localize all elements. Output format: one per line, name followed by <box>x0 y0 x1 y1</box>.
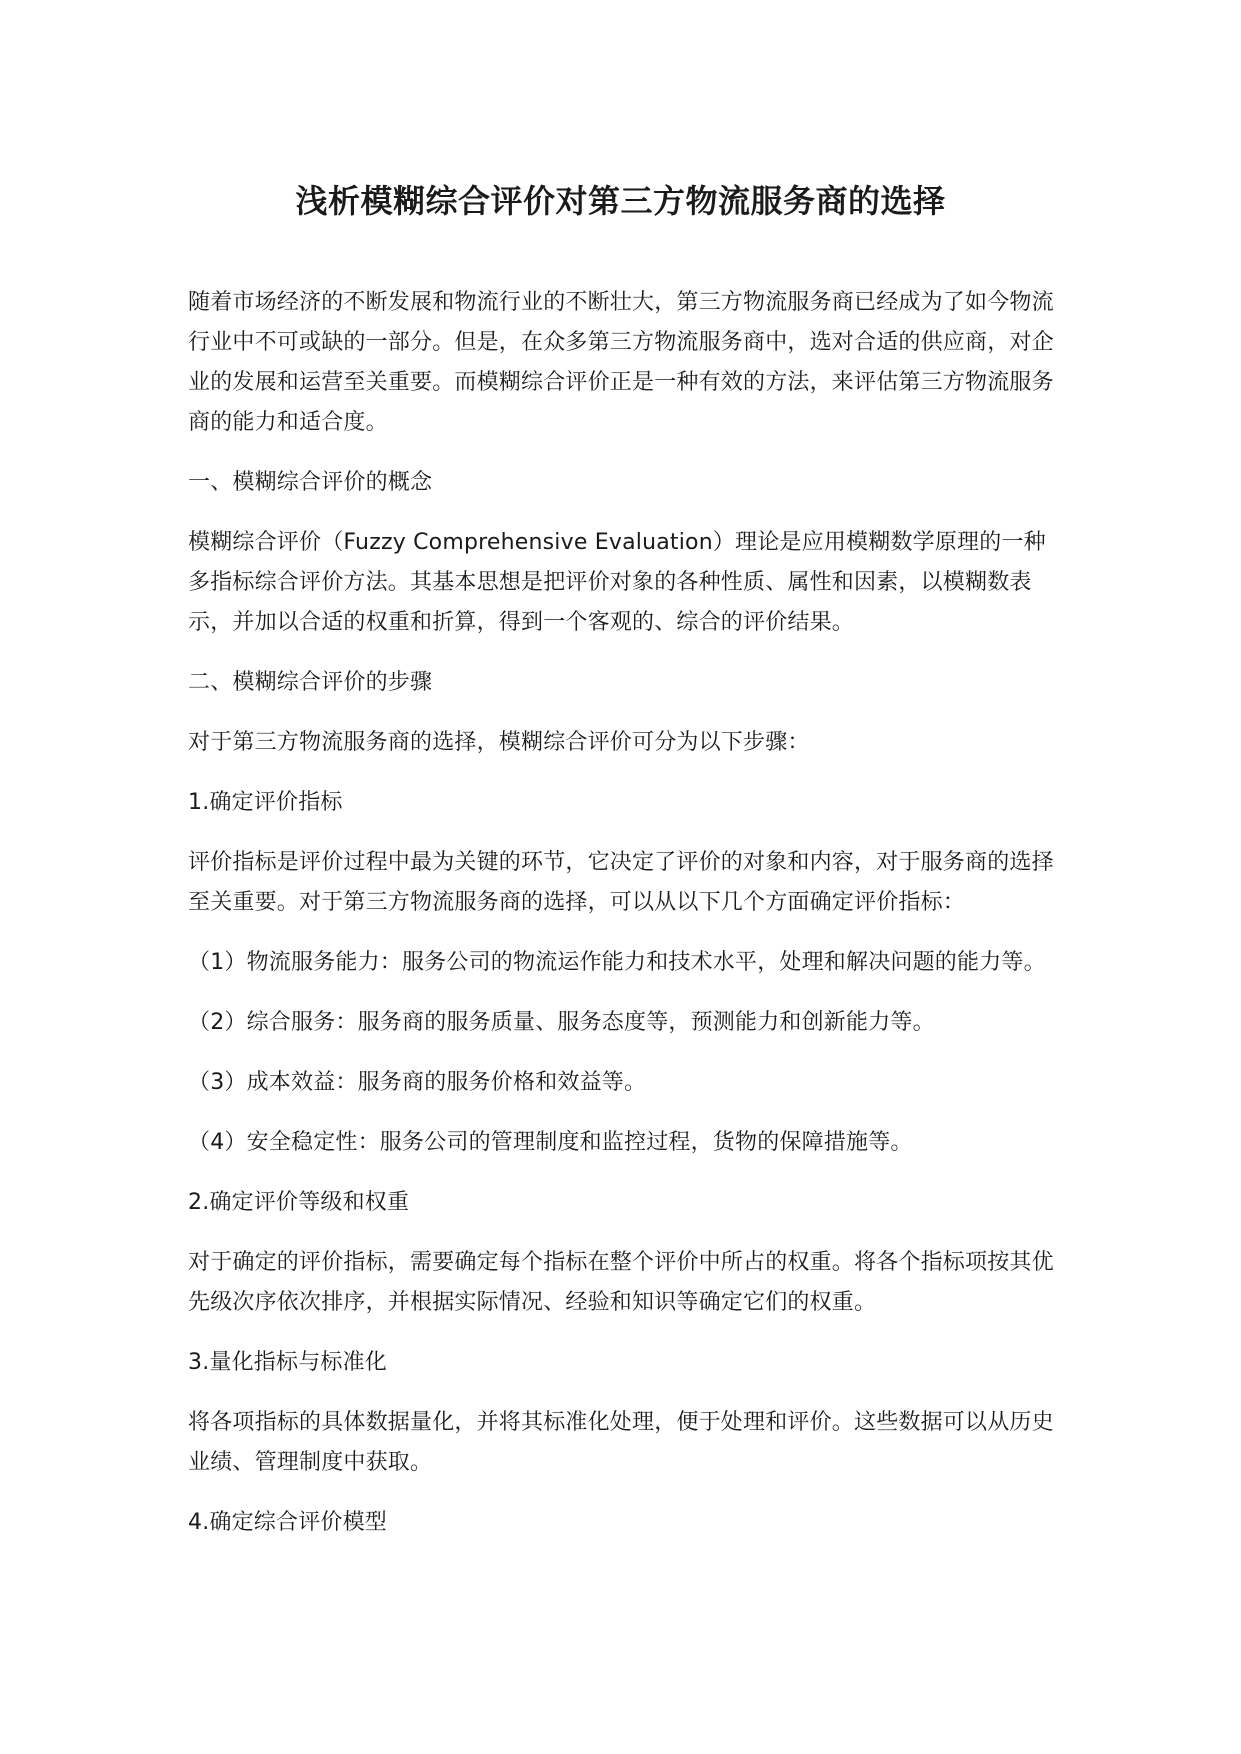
step-2-heading: 2.确定评价等级和权重 <box>188 1190 410 1215</box>
indicator-item-1: （1）物流服务能力：服务公司的物流运作能力和技术水平，处理和解决问题的能力等。 <box>188 950 1046 975</box>
indicator-item-4: （4）安全稳定性：服务公司的管理制度和监控过程，货物的保障措施等。 <box>188 1130 913 1155</box>
indicator-item-3: （3）成本效益：服务商的服务价格和效益等。 <box>188 1070 647 1095</box>
step-3-heading: 3.量化指标与标准化 <box>188 1350 387 1375</box>
indicator-item-2: （2）综合服务：服务商的服务质量、服务态度等，预测能力和创新能力等。 <box>188 1010 935 1035</box>
step-1-heading: 1.确定评价指标 <box>188 790 343 815</box>
intro-paragraph: 随着市场经济的不断发展和物流行业的不断壮大，第三方物流服务商已经成为了如今物流行业中不可或缺的一部分。但是，在众多第三方物流服务商中，选对合适的供应商，对企业的发展和运营至关重要。而模糊综合评价正是一种有效的方法，来评估第三方物流服务商的能力和适合度。 <box>188 290 1054 435</box>
step-4-heading: 4.确定综合评价模型 <box>188 1510 387 1535</box>
document-title: 浅析模糊综合评价对第三方物流服务商的选择 <box>295 182 946 220</box>
step-1-paragraph: 评价指标是评价过程中最为关键的环节，它决定了评价的对象和内容，对于服务商的选择至关重要。对于第三方物流服务商的选择，可以从以下几个方面确定评价指标： <box>188 850 1054 915</box>
section-heading-concept: 一、模糊综合评价的概念 <box>188 470 433 495</box>
step-2-paragraph: 对于确定的评价指标，需要确定每个指标在整个评价中所占的权重。将各个指标项按其优先级次序依次排序，并根据实际情况、经验和知识等确定它们的权重。 <box>188 1250 1054 1315</box>
document-body <box>188 283 1068 1563</box>
section-heading-steps: 二、模糊综合评价的步骤 <box>188 670 433 695</box>
concept-paragraph: 模糊综合评价（Fuzzy Comprehensive Evaluation）理论是应用模糊数学原理的一种多指标综合评价方法。其基本思想是把评价对象的各种性质、属性和因素，以模糊数表示，并加以合适的权重和折算，得到一个客观的、综合的评价结果。 <box>188 530 1046 635</box>
step-3-paragraph: 将各项指标的具体数据量化，并将其标准化处理，便于处理和评价。这些数据可以从历史业绩、管理制度中获取。 <box>188 1410 1054 1475</box>
steps-intro-paragraph: 对于第三方物流服务商的选择，模糊综合评价可分为以下步骤： <box>188 730 810 755</box>
